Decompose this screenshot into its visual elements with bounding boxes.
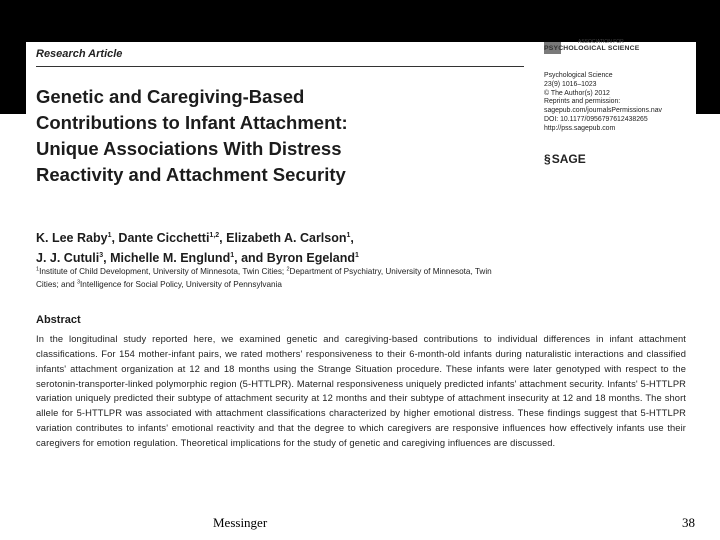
right-black-band <box>696 0 720 114</box>
affiliation-text: Department of Psychiatry, University of Minnesota, Twin Cities; and <box>36 267 492 289</box>
copyright: © The Author(s) 2012 <box>544 89 610 97</box>
journal-info <box>544 72 694 134</box>
slide-footer-author: Messinger <box>213 515 268 530</box>
association-small-text: ASSOCIATION FOR <box>578 39 624 45</box>
author-list <box>36 228 506 268</box>
header-rule <box>36 66 524 67</box>
abstract-heading: Abstract <box>36 314 81 326</box>
author-affiliation: 1,2 <box>209 231 220 239</box>
author-conjunction: and <box>241 251 264 265</box>
journal-url[interactable]: http://pss.sagepub.com <box>544 124 616 132</box>
abstract-text: In the longitudinal study reported here, we examined genetic and caregiving-based contributions to individual differences in infant attachment classifications. For 154 mother-infant pairs, we rated mothers' responsiveness to their 6-month-old infants during naturalistic interactions and classified infants' attachment organization at 12 and 18 months using the Strange Situation procedure. These infants were later genotyped with respect to the serotonin-transporter-linked polymorphic region (5-HTTLPR). Maternal responsiveness uniquely predicted infants' attachment security. Infants' 5-HTTLPR variation uniquely predicted their subtype of attachment security at 12 months and their subtype of attachment insecurity at 12 and 18 months. The short allele for 5-HTTLPR was associated with attachment classifications characterized by higher emotional distress. These findings suggest that 5-HTTLPR variation contributes to infants' emotional reactivity and that the degree to which caregivers are responsive influences how effectively infants use their caregivers for emotion regulation. Theoretical implications for the study of genetic and caregiving influences are discussed. <box>36 334 686 448</box>
author-name: Michelle M. Englund <box>110 251 231 265</box>
title-line: Contributions to Infant Attachment: <box>36 112 348 133</box>
journal-name: Psychological Science <box>544 72 613 79</box>
left-black-band <box>0 42 26 114</box>
title-line: Reactivity and Attachment Security <box>36 164 346 185</box>
association-name: PSYCHOLOGICAL SCIENCE <box>544 45 640 52</box>
permissions-link[interactable]: sagepub.com/journalsPermissions.nav <box>544 107 662 115</box>
affiliation-number: 1 <box>36 266 40 273</box>
author-affiliation: 3 <box>99 251 104 259</box>
paper-title <box>36 84 476 188</box>
sage-leaf-icon: § <box>544 152 551 166</box>
paper-page <box>26 39 696 492</box>
author-name: Dante Cicchetti <box>118 231 210 245</box>
author-affiliation: 1 <box>346 231 351 239</box>
journal-volume: 23(9) 1016–1023 <box>544 80 597 88</box>
affiliations <box>36 266 506 291</box>
title-line: Genetic and Caregiving-Based <box>36 86 305 107</box>
article-type-label: Research Article <box>36 48 123 60</box>
slide-page-number: 38 <box>682 515 695 530</box>
author-name: Byron Egeland <box>266 251 356 265</box>
sage-wordmark: SAGE <box>551 152 586 166</box>
author-affiliation: 1 <box>107 231 112 239</box>
sage-logo <box>544 152 586 166</box>
author-name: K. Lee Raby <box>36 231 108 245</box>
affiliation-text: Institute of Child Development, University of Minnesota, Twin Cities; <box>39 267 285 276</box>
author-line: K. Lee Raby$^1$, Dante Cicchetti$^{1,2}$, Elizabeth A. Carlson$^1$, <box>36 231 354 245</box>
author-affiliation: 1 <box>230 251 235 259</box>
author-name: Elizabeth A. Carlson <box>226 231 347 245</box>
affiliation-number: 2 <box>286 266 290 273</box>
author-affiliation: 1 <box>355 251 359 259</box>
author-line: J. J. Cutuli$^3$, Michelle M. Englund$^1$, and Byron Egeland$^1$ <box>36 251 359 265</box>
top-black-band <box>0 0 720 42</box>
doi[interactable]: DOI: 10.1177/0956797612438265 <box>544 115 648 123</box>
reprints-label: Reprints and permission: <box>544 98 621 106</box>
title-line: Unique Associations With Distress <box>36 138 342 159</box>
author-name: J. J. Cutuli <box>36 251 100 265</box>
affiliation-number: 3 <box>76 278 81 285</box>
affiliation-text: Intelligence for Social Policy, University of Pennsylvania <box>80 279 282 289</box>
